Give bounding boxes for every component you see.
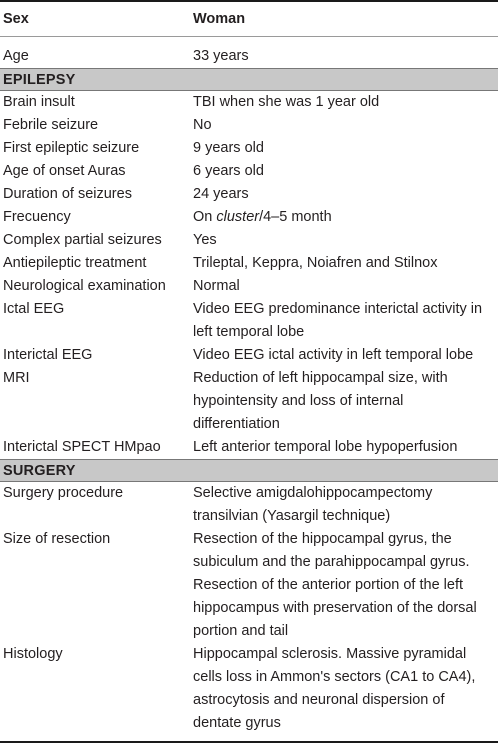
table-row (0, 298, 498, 344)
value-prefix: On (193, 209, 217, 225)
row-label: Ictal EEG (3, 301, 65, 317)
row-value: 6 years old (193, 163, 264, 179)
row-label: Complex partial seizures (3, 232, 162, 248)
table-row (0, 482, 498, 528)
row-value: Video EEG ictal activity in left temporal lobe (193, 347, 474, 363)
row-label: Duration of seizures (3, 186, 132, 202)
header-col2: Woman (193, 11, 246, 27)
table-row (0, 344, 498, 367)
header-col1: Sex (3, 11, 29, 27)
section-header-epilepsy: EPILEPSY (0, 68, 498, 91)
row-label: Age (3, 48, 29, 64)
row-label: MRI (3, 370, 30, 386)
table-row (0, 252, 498, 275)
row-label: First epileptic seizure (3, 140, 140, 156)
row-label: Febrile seizure (3, 117, 99, 133)
table-row (0, 160, 498, 183)
row-value: Hippocampal sclerosis. Massive pyramidal cells loss in Ammon's sectors (CA1 to CA4), astrocytosis and neuronal dispersion of dentate gyrus (193, 646, 476, 731)
table-row (0, 137, 498, 160)
table-row (0, 229, 498, 252)
row-value: 33 years (193, 48, 249, 64)
row-label: Size of resection (3, 531, 111, 547)
row-value: Selective amigdalohippocampectomy transilvian (Yasargil technique) (193, 485, 433, 524)
value-suffix: /4–5 month (259, 209, 332, 225)
row-value: Resection of the hippocampal gyrus, the subiculum and the parahippocampal gyrus. Resection of the anterior portion of the left hippocampus with preservation of the dorsal portion and tail (193, 531, 477, 639)
table-row (0, 183, 498, 206)
table-row (0, 114, 498, 137)
row-value: Normal (193, 278, 240, 294)
row-value: 24 years (193, 186, 249, 202)
row-label: Antiepileptic treatment (3, 255, 147, 271)
value-italic: cluster (216, 209, 260, 225)
row-value: Reduction of left hippocampal size, with hypointensity and loss of internal differentiation (193, 370, 448, 432)
row-label: Histology (3, 646, 63, 662)
row-value (193, 206, 498, 229)
table-row (0, 436, 498, 459)
row-value: Trileptal, Keppra, Noiafren and Stilnox (193, 255, 438, 271)
header-row (0, 2, 498, 36)
row-label: Surgery procedure (3, 485, 124, 501)
row-label: Interictal SPECT HMpao (3, 439, 161, 455)
row-label: Frecuency (3, 209, 71, 225)
row-value: TBI when she was 1 year old (193, 94, 380, 110)
row-value: Yes (193, 232, 217, 248)
row-label: Neurological examination (3, 278, 166, 294)
table-row (0, 275, 498, 298)
table-row (0, 528, 498, 643)
row-value: 9 years old (193, 140, 264, 156)
table-row (0, 206, 498, 229)
table-row-age (0, 45, 498, 68)
row-label: Brain insult (3, 94, 75, 110)
section-header-surgery: SURGERY (0, 459, 498, 482)
row-label: Age of onset Auras (3, 163, 126, 179)
table-row (0, 367, 498, 436)
row-value: Video EEG predominance interictal activity in left temporal lobe (193, 301, 483, 340)
table-row (0, 91, 498, 114)
table-row (0, 643, 498, 735)
row-label: Interictal EEG (3, 347, 93, 363)
row-value: No (193, 117, 212, 133)
row-value: Left anterior temporal lobe hypoperfusion (193, 439, 458, 455)
